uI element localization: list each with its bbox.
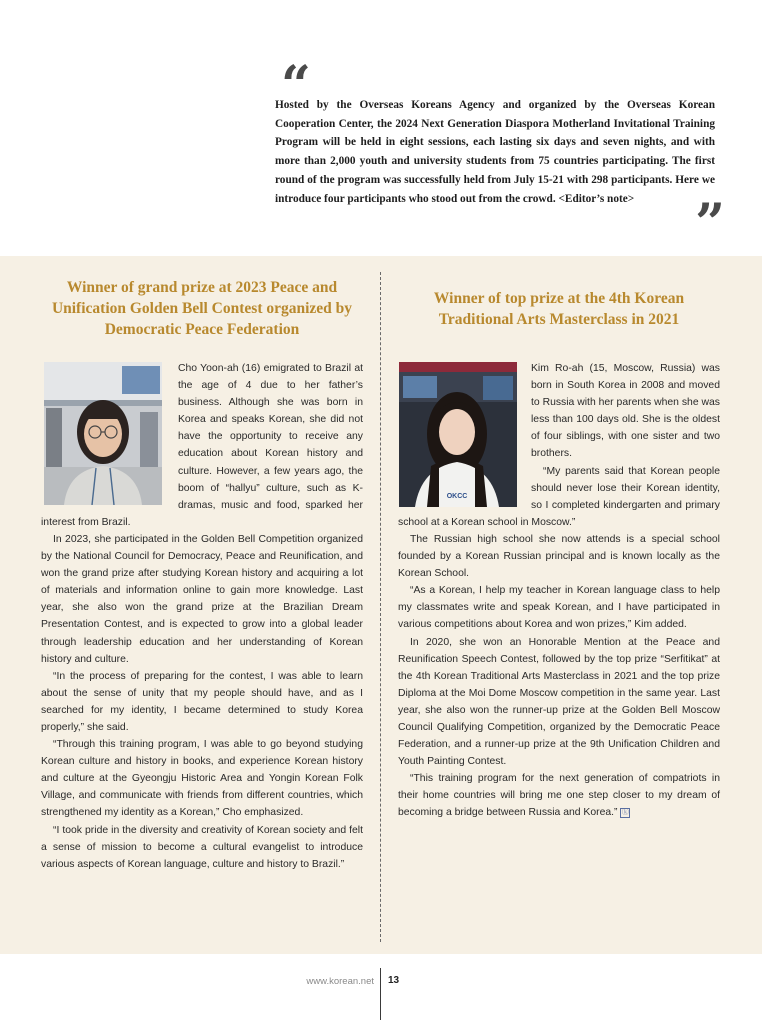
left-paragraph: “I took pride in the diversity and creativity of Korean society and felt a sense of mission to become a cultural evangelist to introduce various aspects of Korean language, culture and history to Brazil.” [41, 824, 363, 870]
right-paragraph: The Russian high school she now attends is a special school founded by a Korean Russian principal and is known locally as the Korean School. [398, 533, 720, 580]
portrait-photo-cho-yoon-ah [44, 362, 162, 505]
left-paragraph: “Through this training program, I was able to go beyond studying Korean culture and history in books, and experience Korean history and culture at the Gyeongju Historic Area and Yongin Korean Folk Village, and communicate with friends from different countries, which strengthened my identity as a Korean,” Cho emphasized. [41, 739, 363, 819]
right-paragraph: In 2020, she won an Honorable Mention at the Peace and Reunification Speech Contest, followed by the top prize “Serfitikat” at the 4th Korean Traditional Arts Masterclass in 2021 and the top prize Diploma at the Moi Dome Moscow competition in the same year. Last year, she also won the runner-up prize at the Golden Bell Moscow Council Qualifying Competition, organized by the Democratic Peace Federation, and a runner-up prize at the 9th Unification Children and Youth Painting Contest. [398, 636, 720, 768]
page-number: 13 [388, 975, 400, 986]
left-paragraph: “In the process of preparing for the contest, I was able to learn about the sense of unity that my people should have, and as I searched for my identity, I became determined to study Korea properly,” she said. [41, 670, 363, 733]
right-body [398, 360, 720, 822]
open-quote-mark: “ [281, 55, 311, 116]
shirt-logo-text: OKCC [446, 493, 468, 500]
right-paragraph: “As a Korean, I help my teacher in Korean language class to help my classmates write and speak Korean, and I have participated in various competitions about Korea and won prizes,” Kim added. [398, 585, 720, 631]
footer-separator [380, 968, 381, 1020]
left-column [41, 256, 363, 873]
right-paragraph: “My parents said that Korean people should never lose their Korean identity, so I completed kindergarten and primary school at a Korean school in Moscow.” [398, 465, 720, 528]
end-mark-icon: ⓚ [621, 808, 629, 816]
close-quote-mark: ” [695, 193, 725, 254]
footer-url: www.korean.net [306, 976, 374, 987]
right-column [398, 256, 720, 822]
left-paragraph: Cho Yoon-ah (16) emigrated to Brazil at the age of 4 due to her father’s business. Although she was born in Korea and speaks Korean, she did not have the opportunity to receive any education about Korean history and culture. However, a few years ago, the boom of “hallyu” culture, such as K-dramas, music and food, sparked her interest from Brazil. [41, 363, 363, 528]
right-paragraph-last [398, 770, 720, 821]
right-paragraph: “This training program for the next generation of compatriots in their home countries will bring me one step closer to my dream of becoming a bridge between Russia and Korea.” [398, 773, 720, 819]
right-heading: Winner of top prize at the 4th Korean Traditional Arts Masterclass in 2021 [433, 290, 685, 328]
left-body [41, 360, 363, 873]
left-paragraph: In 2023, she participated in the Golden Bell Competition organized by the National Council for Democracy, Peace and Reunification, and won the grand prize after studying Korean history and acquiring a lot of materials and information online to gain more knowledge. Last year, she also won the grand prize at the Brazilian Dream Presentation Contest, and is expected to grow into a global leader through leadership education and her understanding of Korean history and culture. [41, 533, 363, 665]
right-paragraph: Kim Ro-ah (15, Moscow, Russia) was born in South Korea in 2008 and moved to Russia with her parents when she was less than 100 days old. She is the oldest of four siblings, with one sister and two brothers. [531, 363, 720, 460]
left-heading: Winner of grand prize at 2023 Peace and Unification Golden Bell Contest organized by Democratic Peace Federation [51, 279, 353, 338]
portrait-photo-kim-ro-ah [399, 362, 517, 507]
column-divider [380, 272, 381, 942]
editors-note [275, 55, 725, 254]
editors-note-text: Hosted by the Overseas Koreans Agency and organized by the Overseas Korean Cooperation Center, the 2024 Next Generation Diaspora Motherland Invitational Training Program will be held in eight sessions, each lasting six days and seven nights, and with more than 2,000 youth and university students from 75 countries participating. The first round of the program was successfully held from July 15-21 with 298 participants. Here we introduce four participants who stood out from the crowd. <Editor’s note> [275, 99, 715, 205]
